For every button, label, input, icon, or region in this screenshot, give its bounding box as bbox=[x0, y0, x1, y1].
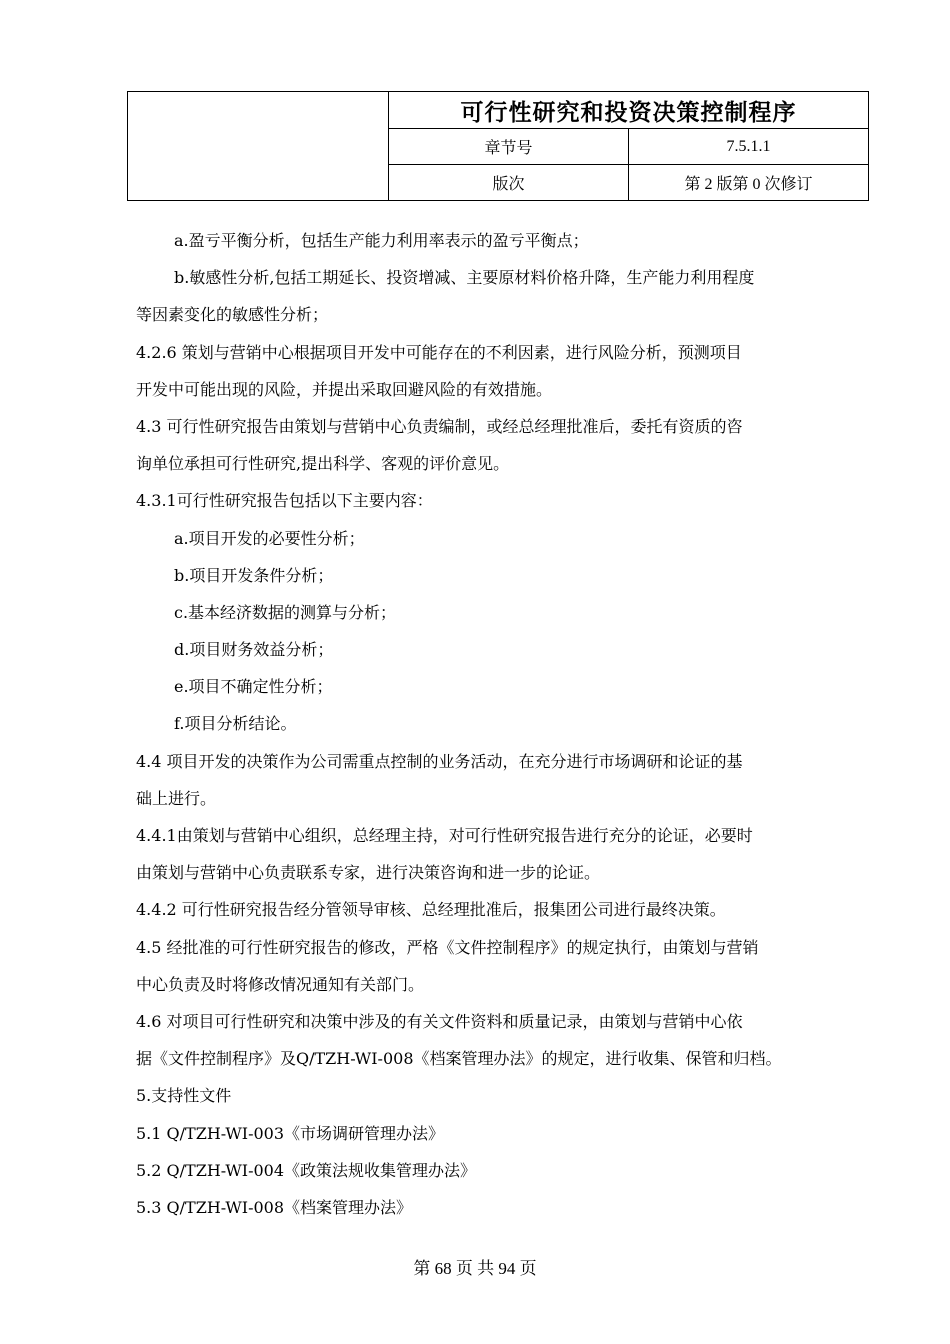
section-label: 章节号 bbox=[389, 129, 629, 165]
text-line: d.项目财务效益分析； bbox=[174, 640, 334, 660]
text-line: a.盈亏平衡分析，包括生产能力利用率表示的盈亏平衡点； bbox=[174, 231, 589, 250]
document-body bbox=[136, 222, 862, 1226]
version-label: 版次 bbox=[389, 165, 629, 201]
text-line: 中心负责及时将修改情况通知有关部门。 bbox=[136, 974, 425, 994]
text-line: 4.2.6 策划与营销中心根据项目开发中可能存在的不利因素，进行风险分析，预测项目 bbox=[136, 342, 742, 362]
text-line: c.基本经济数据的测算与分析； bbox=[174, 602, 397, 622]
page-number: 第 68 页 共 94 页 bbox=[413, 1259, 537, 1278]
logo-area bbox=[128, 92, 389, 201]
section-value: 7.5.1.1 bbox=[629, 129, 869, 165]
text-line: b.项目开发条件分析； bbox=[174, 565, 334, 585]
text-line: f.项目分析结论。 bbox=[174, 714, 297, 734]
document-header-table bbox=[127, 91, 869, 201]
text-line: e.项目不确定性分析； bbox=[174, 677, 333, 697]
text-line: 据《文件控制程序》及Q/TZH-WI-008《档案管理办法》的规定，进行收集、保管和归档。 bbox=[136, 1049, 782, 1069]
text-line: 5.3 Q/TZH-WI-008《档案管理办法》 bbox=[136, 1197, 413, 1217]
text-line: 等因素变化的敏感性分析； bbox=[136, 305, 329, 325]
text-line: 础上进行。 bbox=[136, 788, 217, 808]
text-line: 4.4.1由策划与营销中心组织，总经理主持，对可行性研究报告进行充分的论证，必要时 bbox=[136, 826, 753, 845]
text-line: 5.2 Q/TZH-WI-004《政策法规收集管理办法》 bbox=[136, 1160, 477, 1180]
text-line: 4.4.2 可行性研究报告经分管领导审核、总经理批准后，报集团公司进行最终决策。 bbox=[136, 900, 726, 920]
text-line: 询单位承担可行性研究,提出科学、客观的评价意见。 bbox=[136, 454, 510, 474]
text-line: 4.3.1可行性研究报告包括以下主要内容： bbox=[136, 491, 433, 511]
text-line: 4.5 经批准的可行性研究报告的修改，严格《文件控制程序》的规定执行，由策划与营销 bbox=[136, 937, 759, 957]
text-line: b.敏感性分析,包括工期延长、投资增减、主要原材料价格升降，生产能力利用程度 bbox=[174, 268, 755, 288]
text-line: 开发中可能出现的风险，并提出采取回避风险的有效措施。 bbox=[136, 379, 553, 399]
document-title: 可行性研究和投资决策控制程序 bbox=[389, 92, 869, 129]
text-line: a.项目开发的必要性分析； bbox=[174, 528, 365, 548]
text-line: 5.1 Q/TZH-WI-003《市场调研管理办法》 bbox=[136, 1123, 445, 1143]
text-line: 由策划与营销中心负责联系专家，进行决策咨询和进一步的论证。 bbox=[136, 863, 601, 883]
text-line: 4.4 项目开发的决策作为公司需重点控制的业务活动，在充分进行市场调研和论证的基 bbox=[136, 751, 743, 771]
version-value: 第 2 版第 0 次修订 bbox=[629, 165, 869, 201]
text-line: 5.支持性文件 bbox=[136, 1086, 232, 1106]
text-line: 4.6 对项目可行性研究和决策中涉及的有关文件资料和质量记录，由策划与营销中心依 bbox=[136, 1011, 743, 1031]
text-line: 4.3 可行性研究报告由策划与营销中心负责编制，或经总经理批准后，委托有资质的咨 bbox=[136, 416, 743, 436]
